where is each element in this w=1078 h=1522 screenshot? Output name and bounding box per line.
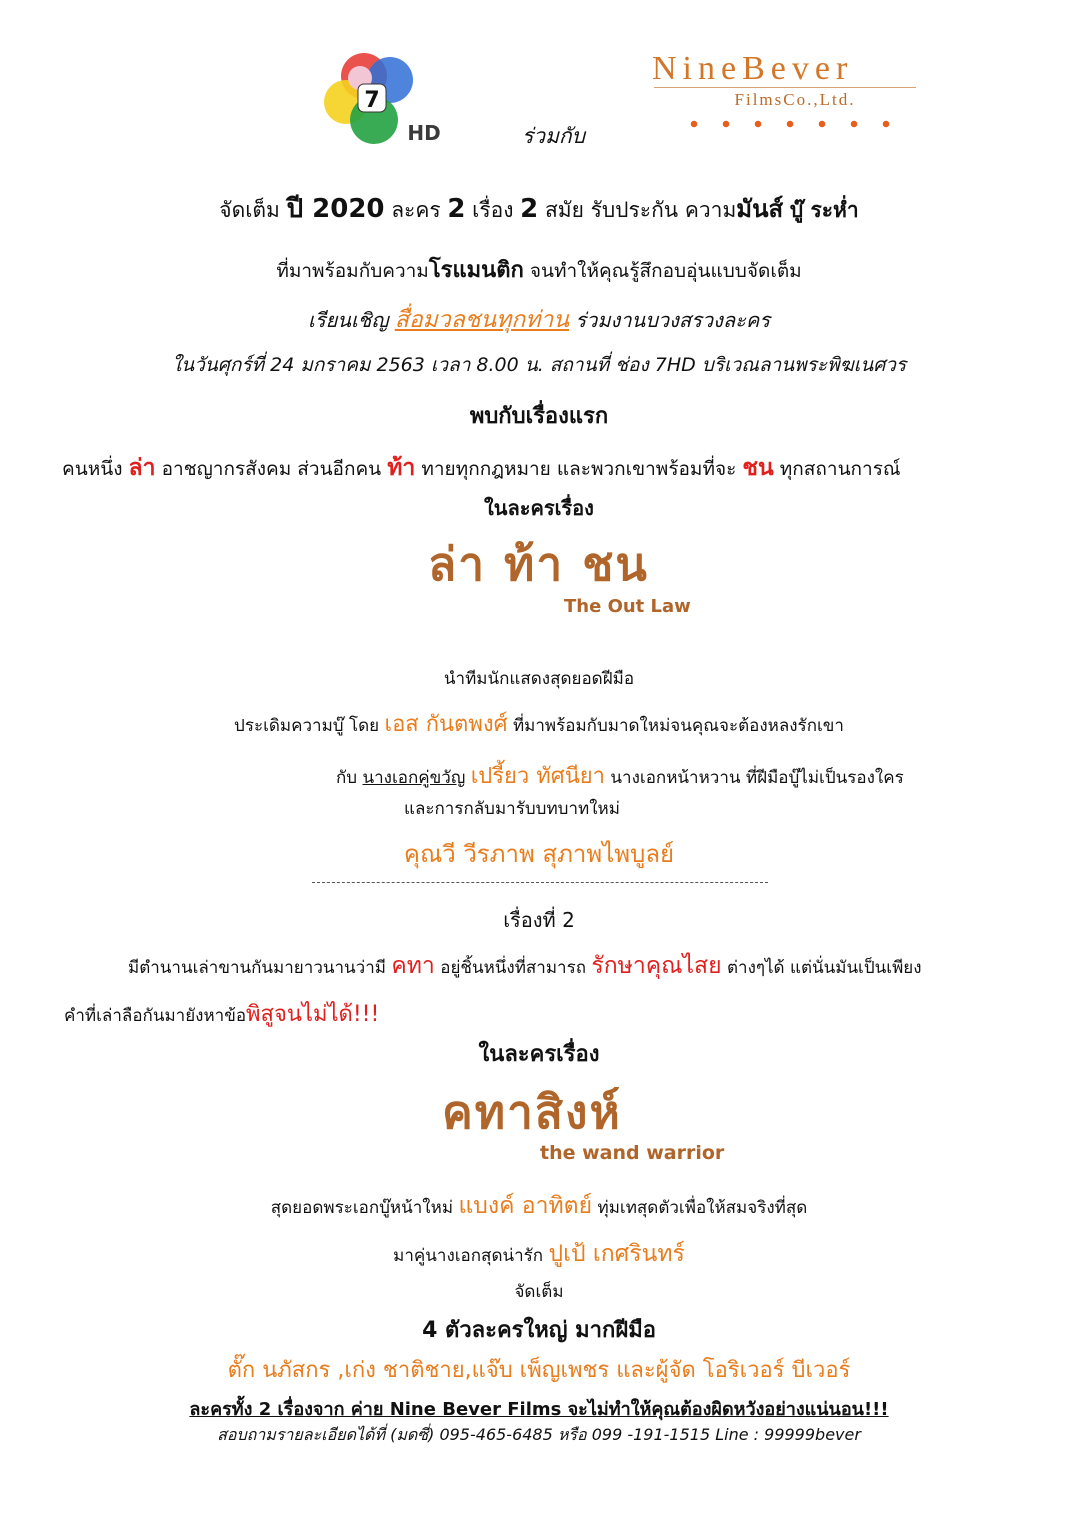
story2-big4: 4 ตัวละครใหญ่ มากฝีมือ (422, 1318, 656, 1343)
story1-subtitle: The Out Law (564, 596, 691, 617)
headline-fun: มันส์ (736, 195, 784, 223)
story1-cast-line2 (336, 758, 904, 793)
story2-heading: เรื่องที่ 2 (503, 908, 575, 932)
s2-cast1-a: สุดยอดพระเอกบู๊หน้าใหม่ (270, 1198, 454, 1218)
headline-f: 2 (520, 194, 539, 224)
date-place-line: ในวันศุกร์ที่ 24 มกราคม 2563 เวลา 8.00 น. สถานที่ ช่อง 7HD บริเวณลานพระพิฆเนศวร (171, 354, 907, 376)
headline-line (0, 188, 1078, 229)
headline-a: จัดเต็ม (219, 198, 280, 222)
s1-cast2-d: นางเอกหน้าหวาน ที่ฝีมือบู๊ไม่เป็นรองใคร (610, 768, 904, 788)
nine-bever-logo (652, 50, 922, 130)
nine-bever-name: NineBever (652, 50, 854, 87)
s1-syn-g: ทุกสถานการณ์ (779, 458, 901, 480)
invite-media: สื่อมวลชนทุกท่าน (394, 307, 570, 333)
s2-syn-wand: คทา (391, 953, 435, 979)
story2-full: จัดเต็ม (514, 1282, 564, 1302)
s2-syn-e: ต่างๆได้ แต่นั่นมันเป็นเพียง (726, 958, 922, 978)
with-text: ร่วมกับ (522, 124, 585, 148)
s2-syn-cure: รักษาคุณไสย (591, 953, 722, 979)
nine-bever-dots (678, 120, 908, 128)
s1-syn-dare: ท้า (387, 455, 416, 481)
story1-cast-intro: นำทีมนักแสดงสุดยอดฝีมือ (443, 669, 635, 689)
s1-syn-hunt: ล่า (128, 455, 156, 481)
channel7-hd-logo (312, 50, 440, 150)
invite-a: เรียนเชิญ (308, 308, 389, 332)
s1-cast2-b: นางเอกคู่ขวัญ (362, 768, 466, 788)
story2-in-drama: ในละครเรื่อง (478, 1042, 600, 1067)
s1-cast1-c: ที่มาพร้อมกับมาดใหม่จนคุณจะต้องหลงรักเขา (512, 716, 844, 736)
s2-cast2-name: ปูเป้ เกศรินทร์ (548, 1241, 685, 1267)
contact-line: สอบถามรายละเอียดได้ที่ (มดซี่) 095-465-6485 หรือ 099 -191-1515 Line : 99999bever (217, 1425, 861, 1444)
s1-syn-a: คนหนึ่ง (62, 458, 123, 480)
s2-syn-c: อยู่ชิ้นหนึ่งที่สามารถ (440, 958, 586, 978)
invite-line (0, 302, 1078, 338)
ch7-hd-text: HD (407, 121, 440, 145)
ch7-number: 7 (364, 88, 380, 113)
story2-names: ตั๊ก นภัสกร ,เก่ง ชาติชาย,แจ๊บ เพ็ญเพชร และผู้จัด โอริเวอร์ บีเวอร์ (227, 1358, 851, 1383)
romance-a: ที่มาพร้อมกับความ (276, 260, 429, 282)
story1-cast-line1 (0, 706, 1078, 741)
s2-cast2-a: มาคู่นางเอกสุดน่ารัก (393, 1246, 544, 1266)
headline-year: ปี 2020 (286, 194, 385, 224)
s1-cast1-name: เอส กันตพงศ์ (384, 712, 508, 737)
s1-syn-c: อาชญากรสังคม ส่วนอีกคน (161, 458, 382, 480)
headline-e: เรื่อง (472, 198, 514, 222)
romance-b: โรแมนติก (428, 258, 524, 283)
story2-title: คทาสิงห์ (442, 1085, 622, 1139)
romance-line (0, 252, 1078, 287)
invite-c: ร่วมงานบวงสรวงละคร (575, 308, 770, 332)
story2-synopsis-line2 (64, 996, 379, 1031)
nine-bever-subtitle: FilmsCo.,Ltd. (734, 90, 856, 109)
s1-cast2-name: เปรี้ยว ทัศนียา (470, 764, 606, 789)
headline-g: สมัย รับประกัน ความ (544, 198, 737, 222)
closing-line: ละครทั้ง 2 เรื่องจาก ค่าย Nine Bever Films จะไม่ทำให้คุณต้องผิดหวังอย่างแน่นอน!!! (189, 1399, 889, 1420)
headline-i: บู๊ ระห่ำ (789, 198, 859, 222)
channel7-logo-icon (312, 50, 440, 150)
story1-synopsis (62, 450, 901, 486)
romance-c: จนทำให้คุณรู้สึกอบอุ่นแบบจัดเต็ม (529, 260, 802, 282)
s1-syn-e: ทายทุกกฎหมาย และพวกเขาพร้อมที่จะ (421, 458, 737, 480)
headline-d: 2 (447, 194, 466, 224)
s2-syn2-unproven: พิสูจนไม่ได้!!! (246, 1002, 380, 1027)
story1-in-drama: ในละครเรื่อง (484, 496, 594, 520)
story2-cast-line1 (0, 1188, 1078, 1224)
s2-cast1-name: แบงค์ อาทิตย์ (458, 1193, 593, 1219)
s2-cast1-c: ทุ่มเทสุดตัวเพื่อให้สมจริงที่สุด (597, 1198, 808, 1218)
story1-cast-line4: คุณวี วีรภาพ สุภาพไพบูลย์ (403, 840, 675, 868)
story1-heading: พบกับเรื่องแรก (469, 404, 609, 429)
story1-title: ล่า ท้า ชน (428, 537, 649, 591)
story1-cast-line3: และการกลับมารับบทบาทใหม่ (404, 799, 620, 819)
nine-bever-rule (654, 87, 916, 88)
s1-syn-clash: ชน (742, 455, 774, 481)
s1-cast2-a: กับ (336, 768, 358, 788)
headline-c: ละคร (391, 198, 441, 222)
s2-syn-a: มีตำนานเล่าขานกันมายาวนานว่ามี (128, 958, 386, 978)
s2-syn2-a: คำที่เล่าลือกันมายังหาข้อ (64, 1006, 247, 1026)
s1-cast1-a: ประเดิมความบู๊ โดย (234, 716, 380, 736)
story2-cast-line2 (0, 1236, 1078, 1272)
story2-subtitle: the wand warrior (540, 1142, 725, 1164)
story2-synopsis-line1 (128, 948, 922, 984)
section-separator (312, 882, 768, 883)
